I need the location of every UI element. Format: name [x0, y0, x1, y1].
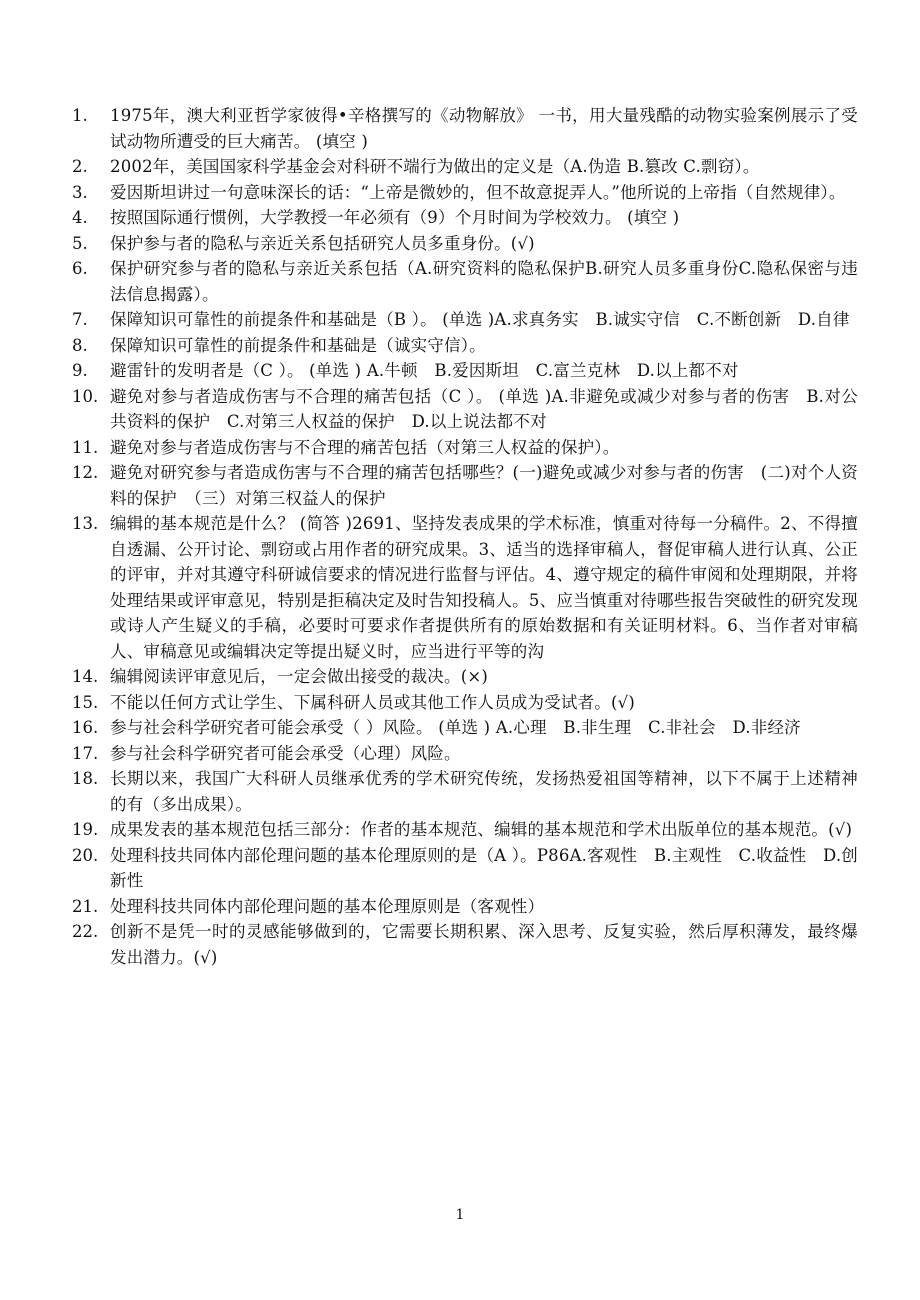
question-item [72, 715, 858, 741]
question-item [72, 919, 858, 970]
question-item [72, 333, 858, 359]
question-item [72, 180, 858, 206]
question-item [72, 256, 858, 307]
question-list [72, 103, 858, 970]
question-text: 成果发表的基本规范包括三部分：作者的基本规范、编辑的基本规范和学术出版单位的基本规范。(√) [110, 820, 853, 839]
question-item [72, 307, 858, 333]
question-number: 16. [72, 718, 99, 737]
question-number: 7. [72, 310, 88, 329]
question-number: 22. [72, 922, 99, 941]
question-text: 避免对参与者造成伤害与不合理的痛苦包括（对第三人权益的保护）。 [110, 437, 620, 457]
question-text: 保护研究参与者的隐私与亲近关系包括（A.研究资料的隐私保护B.研究人员多重身份C.隐私保密与违法信息揭露）。 [110, 259, 858, 304]
question-text: 处理科技共同体内部伦理问题的基本伦理原则是（客观性） [110, 896, 545, 916]
question-item [72, 690, 858, 716]
question-item [72, 766, 858, 817]
question-item [72, 894, 858, 920]
question-number: 11. [72, 437, 99, 457]
question-text: 参与社会科学研究者可能会承受（ ）风险。 (单选 ) A.心理 B.非生理 C.非社会 D.非经济 [110, 718, 801, 737]
question-text: 编辑的基本规范是什么？ (简答 )2691、坚持发表成果的学术标准，慎重对待每一分稿件。2、不得擅自透漏、公开讨论、剽窃或占用作者的研究成果。3、适当的选择审稿人，督促审稿人进行认真、公正的评审，并对其遵守科研诚信要求的情况进行监督与评估。4、遵守规定的稿件审阅和处理期限，并将处理结果或评审意见，特别是拒稿决定及时告知投稿人。5、应当慎重对待哪些报告突破性的研究发现或诗人产生疑义的手稿，必要时可要求作者提供所有的原始数据和有关证明材料。6、当作者对审稿人、审稿意见或编辑决定等提出疑义时，应当进行平等的沟 [110, 514, 858, 661]
question-item [72, 460, 858, 511]
question-number: 4. [72, 208, 88, 227]
question-number: 21. [72, 896, 99, 916]
question-text: 长期以来，我国广大科研人员继承优秀的学术研究传统，发扬热爱祖国等精神，以下不属于上述精神的有（多出成果）。 [110, 769, 858, 814]
question-number: 14. [72, 667, 99, 686]
question-number: 13. [72, 514, 99, 533]
question-number: 6. [72, 259, 88, 278]
question-number: 8. [72, 335, 88, 355]
question-text: 2002年，美国国家科学基金会对科研不端行为做出的定义是（A.伪造 B.篡改 C.剽窃）。 [110, 157, 760, 176]
question-number: 19. [72, 820, 99, 839]
question-text: 避雷针的发明者是（C ）。 (单选 ) A.牛顿 B.爱因斯坦 C.富兰克林 D.以上都不对 [110, 361, 739, 380]
page-number: 1 [455, 1207, 465, 1223]
question-number: 12. [72, 463, 99, 482]
question-text: 保障知识可靠性的前提条件和基础是（B ）。 (单选 )A.求真务实 B.诚实守信 C.不断创新 D.自律 [110, 310, 850, 329]
question-item [72, 817, 858, 843]
question-item [72, 664, 858, 690]
question-text: 保障知识可靠性的前提条件和基础是（诚实守信）。 [110, 335, 486, 355]
question-item [72, 741, 858, 767]
question-number: 20. [72, 845, 99, 865]
question-number: 17. [72, 743, 99, 763]
question-text: 不能以任何方式让学生、下属科研人员或其他工作人员成为受试者。(√) [110, 692, 635, 712]
question-item [72, 205, 858, 231]
question-number: 1. [72, 106, 88, 125]
question-item [72, 384, 858, 435]
question-text: 参与社会科学研究者可能会承受（心理）风险。 [110, 743, 461, 763]
question-item [72, 154, 858, 180]
question-number: 5. [72, 233, 88, 253]
question-text: 爱因斯坦讲过一句意味深长的话：“上帝是微妙的，但不故意捉弄人。”他所说的上帝指（自然规律）。 [110, 182, 846, 202]
question-number: 18. [72, 769, 99, 788]
question-item [72, 511, 858, 664]
question-item [72, 358, 858, 384]
question-text: 处理科技共同体内部伦理问题的基本伦理原则的是（A ）。P86A.客观性 B.主观性 C.收益性 D.创新性 [110, 845, 858, 890]
question-item [72, 843, 858, 894]
question-number: 10. [72, 386, 99, 406]
question-text: 按照国际通行惯例，大学教授一年必须有（9）个月时间为学校效力。 (填空 ) [110, 208, 680, 227]
question-item [72, 231, 858, 257]
question-text: 编辑阅读评审意见后，一定会做出接受的裁决。(×) [110, 667, 488, 686]
question-text: 1975年，澳大利亚哲学家彼得•辛格撰写的《动物解放》 一书，用大量残酷的动物实验案例展示了受试动物所遭受的巨大痛苦。 (填空 ) [110, 106, 858, 151]
question-number: 9. [72, 361, 88, 380]
question-item [72, 435, 858, 461]
question-text: 避免对参与者造成伤害与不合理的痛苦包括（C ）。 (单选 )A.非避免或减少对参与者的伤害 B.对公共资料的保护 C.对第三人权益的保护 D.以上说法都不对 [110, 386, 858, 431]
question-number: 3. [72, 182, 88, 202]
question-text: 创新不是凭一时的灵感能够做到的，它需要长期积累、深入思考、反复实验，然后厚积薄发，最终爆发出潜力。(√) [110, 922, 858, 967]
question-item [72, 103, 858, 154]
question-number: 2. [72, 157, 88, 176]
question-text: 保护参与者的隐私与亲近关系包括研究人员多重身份。(√) [110, 233, 535, 253]
question-text: 避免对研究参与者造成伤害与不合理的痛苦包括哪些？(一)避免或减少对参与者的伤害 (二)对个人资料的保护 （三）对第三权益人的保护 [110, 463, 858, 508]
question-number: 15. [72, 692, 99, 712]
